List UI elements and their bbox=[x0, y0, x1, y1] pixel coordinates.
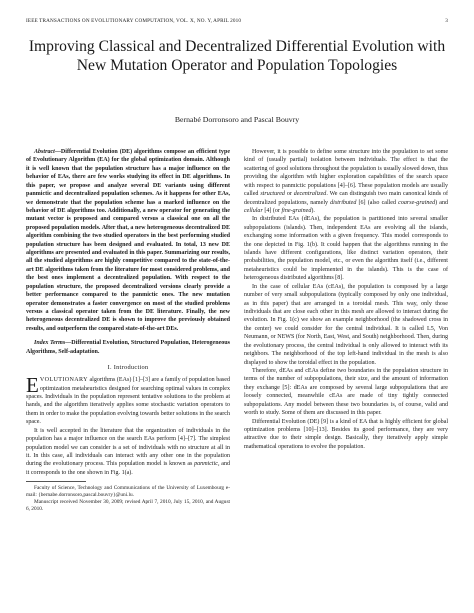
footnote-rule bbox=[26, 481, 86, 482]
intro-p1-text: algorithms (EAs) [1]–[3] are a family of population based optimization metaheuristics designed for searching optimal values in complex spaces. Individuals in the population represent tentative solutions to the problem at hands, and the algorithm iteratively applies some stochastic variation operators to them in order to make the population evolving towards better solutions in the search space. bbox=[26, 377, 230, 426]
rp1-em-fine: fine-grained bbox=[281, 207, 312, 214]
rp1-b: or bbox=[284, 191, 294, 198]
intro-paragraph-1 bbox=[26, 373, 230, 427]
footnote bbox=[26, 485, 230, 513]
intro-p2-end: , and it corresponds to the one shown in Fig. 1(a). bbox=[26, 461, 230, 476]
rp1-em-decentralized: decentralized bbox=[293, 191, 327, 198]
index-terms-label: Index Terms bbox=[34, 340, 66, 347]
paper-title: Improving Classical and Decentralized Differential Evolution with New Mutation Operator and Population Topologies bbox=[28, 38, 446, 74]
paper-authors: Bernabé Dorronsoro and Pascal Bouvry bbox=[174, 115, 300, 124]
rp1-em-structured: structured bbox=[260, 191, 285, 198]
rp1-em-coarse: coarse-grained bbox=[398, 199, 436, 206]
abstract bbox=[26, 148, 230, 333]
right-column bbox=[244, 148, 448, 451]
rp1-em-cellular: cellular bbox=[244, 207, 263, 214]
footnote-affiliation: Faculty of Science, Technology and Communications of the University of Luxembourg e-mail: {bernabe.dorronsoro,pascal.bouvry}@uni.lu. bbox=[26, 485, 230, 499]
left-column bbox=[26, 148, 230, 514]
abstract-text: —Differential Evolution (DE) algorithms compose an efficient type of Evolutionary Algorithm (EA) for the global optimization domain. Although it is well known that the population structure has a major influence on the behavior of EAs, there are few works studying its effect in DE algorithms. In this paper, we propose and analyze several DE variants using different panmictic and decentralized population schemes. As it happens for other EAs, we demonstrate that the population scheme has a marked influence on the behavior of DE algorithms too. Additionally, a new operator for generating the mutant vector is proposed and compared versus a classical one on all the proposed population models. After that, a new heterogeneous decentralized DE algorithm combining the two studied operators in the best performing studied population structure has been designed and evaluated. In total, 13 new DE algorithms are presented and evaluated in this paper. Summarizing our results, all the studied algorithms are highly competitive compared to the state-of-the-art DE algorithms taken from the literature for most considered problems, and the best ones implement a decentralized population. With respect to the population structure, the proposed decentralized versions clearly provide a better performance compared to the panmictic ones. The new mutation operator demonstrates a faster convergence on most of the studied problems versus a classical operator taken from the DE literature. Finally, the new heterogeneous decentralized DE is shown to improve the previously obtained results, and outperform the compared state-of-the-art DEs. bbox=[26, 149, 230, 332]
right-paragraph-1 bbox=[244, 148, 448, 215]
right-paragraph-3: In the case of cellular EAs (cEAs), the population is composed by a large number of very small subpopulations (typically composed by only one individual, as in this paper) that are arranged in a toroidal mesh. This way, only those individuals that are close each other in this mesh are allowed to interact during the evolution. In Fig. 1(c) we show an example neighborhood (the shadowed cross in the center) we could consider for the central individual. It is called L5, Von Neumann, or NEWS (for North, East, West, and South) neighborhood. Then, during the evolutionary process, the central individual is only allowed to interact with its neighbors. The neighborhood of the top left-hand individual in the mesh is also displayed to show the toroidal effect in the population. bbox=[244, 283, 448, 366]
right-paragraph-5: Differential Evolution (DE) [9] is a kind of EA that is highly efficient for global optimization problems [10]–[13]. Besides its good performance, they are very attractive due to their simple design. Basically, they iteratively apply simple mathematical operations to evolve the population. bbox=[244, 418, 448, 450]
rp1-d: [6] (also called bbox=[356, 199, 399, 206]
intro-p2-emphasis: panmictic bbox=[194, 461, 218, 468]
rp1-end: ). bbox=[311, 207, 315, 214]
index-terms-text: —Differential Evolution, Structured Population, Heterogeneous Algorithms, Self-adaptation. bbox=[26, 340, 230, 355]
intro-p2-text: It is well accepted in the literature that the organization of individuals in the population has a major influence on the search EAs perform [4]–[7]. The simplest population model we can consider is a set of individuals with no structure at all in it. In this case, all individuals can interact with any other one in the population during the evolutionary process. This population model is known as bbox=[26, 427, 230, 468]
page-number: 3 bbox=[445, 18, 448, 24]
rp1-a: However, it is possible to define some structure into the population to set some kind of (usually partial) isolation between individuals. The effect is that the scattering of good solutions throughout the population is usually slowed down, thus providing the algorithm with higher exploration capabilities of the search space with respect to panmictic populations [4]–[6]. These population models are usually called bbox=[244, 149, 448, 198]
intro-first-word: VOLUTIONARY bbox=[39, 377, 88, 384]
intro-paragraph-2 bbox=[26, 427, 230, 478]
rp1-f: [4] (or bbox=[262, 207, 282, 214]
right-paragraph-2: In distributed EAs (dEAs), the population is partitioned into several smaller subpopulations (islands). Then, independent EAs are evolving all the islands, exchanging some information with a given frequency. This model corresponds to the one depicted in Fig. 1(b). It could happen that the algorithms running in the islands have different configurations, like distinct variation operators, their probabilities, the population model, etc., or even the algorithm itself (i.e., different metaheuristics could be implemented in the islands). This is the case of heterogeneous distributed algorithms [8]. bbox=[244, 216, 448, 282]
drop-cap: E bbox=[26, 373, 39, 398]
journal-header: IEEE TRANSACTIONS ON EVOLUTIONARY COMPUTATION, VOL. X, NO. Y, APRIL 2010 bbox=[26, 18, 242, 24]
rp1-em-distributed: distributed bbox=[330, 199, 357, 206]
footnote-received: Manuscript received November 30, 2009; revised April 7, 2010, July 15, 2010, and August 6, 2010. bbox=[26, 499, 230, 513]
abstract-label: Abstract bbox=[34, 149, 55, 155]
right-paragraph-4: Therefore, dEAs and cEAs define two boundaries in the population structure in terms of the number of subpopulations, their size, and the amount of information they exchange [5]: dEAs are composed by several large subpopulations that are loosely connected, meanwhile cEAs are made of tiny tightly connected subpopulations. Any model between these two boundaries is, of course, valid and worth to study. Some of them are discussed in this paper. bbox=[244, 367, 448, 417]
running-head bbox=[26, 18, 448, 24]
rp1-e: ) and bbox=[435, 199, 448, 206]
index-terms bbox=[26, 339, 230, 356]
rp1-c: . We can distinguish two main canonical kinds of decentralized populations, namely bbox=[244, 191, 448, 206]
section-heading-introduction: I. Introduction bbox=[107, 364, 149, 372]
